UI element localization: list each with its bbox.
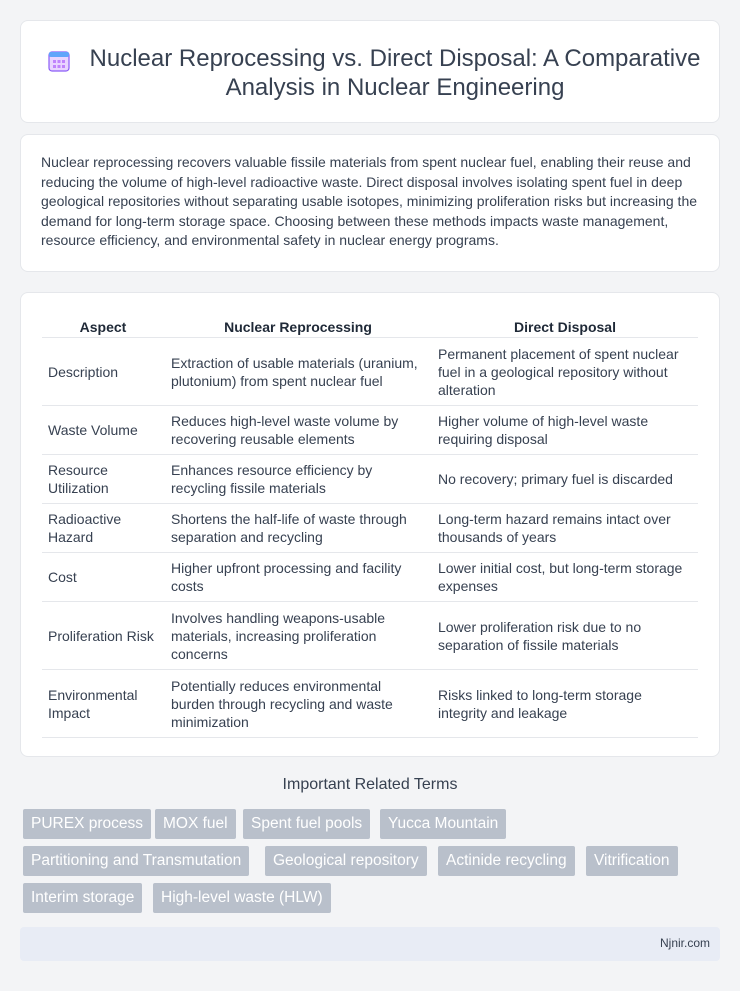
table-row bbox=[42, 406, 698, 455]
tag-interim-storage[interactable]: Interim storage bbox=[23, 883, 142, 913]
tag-actinide-recycling[interactable]: Actinide recycling bbox=[438, 846, 575, 876]
tag-purex-process[interactable]: PUREX process bbox=[23, 809, 151, 839]
cell-reprocessing: Extraction of usable materials (uranium, plutonium) from spent nuclear fuel bbox=[165, 338, 432, 406]
footer-site[interactable]: Njnir.com bbox=[659, 936, 710, 950]
related-terms-title: Important Related Terms bbox=[282, 776, 458, 793]
cell-aspect: Resource Utilization bbox=[42, 455, 165, 504]
tag-geological-repository[interactable]: Geological repository bbox=[265, 846, 427, 876]
cell-disposal: Risks linked to long-term storage integrity and leakage bbox=[432, 670, 699, 738]
footer bbox=[20, 927, 720, 961]
cell-reprocessing: Involves handling weapons-usable materials, increasing proliferation concerns bbox=[165, 602, 432, 670]
cell-reprocessing: Shortens the half-life of waste through separation and recycling bbox=[165, 504, 432, 553]
table-row bbox=[42, 602, 698, 670]
cell-reprocessing: Higher upfront processing and facility costs bbox=[165, 553, 432, 602]
cell-disposal: Lower initial cost, but long-term storage expenses bbox=[432, 553, 699, 602]
cell-aspect: Environmental Impact bbox=[42, 670, 165, 738]
tag-partitioning-transmutation[interactable]: Partitioning and Transmutation bbox=[23, 846, 249, 876]
cell-aspect: Proliferation Risk bbox=[42, 602, 165, 670]
cell-disposal: Lower proliferation risk due to no separation of fissile materials bbox=[432, 602, 699, 670]
comparison-table-card bbox=[20, 292, 720, 757]
table-row bbox=[42, 455, 698, 504]
tag-mox-fuel[interactable]: MOX fuel bbox=[155, 809, 236, 839]
cell-disposal: Higher volume of high-level waste requiring disposal bbox=[432, 406, 699, 455]
intro-text: Nuclear reprocessing recovers valuable fissile materials from spent nuclear fuel, enabling their reuse and reducing the volume of high-level radioactive waste. Direct disposal involves isolating spent fuel in deep geological repositories without separating usable isotopes, minimizing proliferation risks but increasing the demand for long-term storage space. Choosing between these methods impacts waste management, resource efficiency, and environmental safety in nuclear energy programs. bbox=[41, 154, 698, 248]
cell-aspect: Radioactive Hazard bbox=[42, 504, 165, 553]
tag-vitrification[interactable]: Vitrification bbox=[586, 846, 678, 876]
header-card bbox=[20, 20, 720, 123]
cell-reprocessing: Potentially reduces environmental burden through recycling and waste minimization bbox=[165, 670, 432, 738]
tag-yucca-mountain[interactable]: Yucca Mountain bbox=[380, 809, 506, 839]
page-title: Nuclear Reprocessing vs. Direct Disposal: A Comparative Analysis in Nuclear Engineering bbox=[89, 45, 701, 101]
table-row bbox=[42, 504, 698, 553]
calendar-grid-icon bbox=[47, 49, 71, 73]
intro-card bbox=[20, 134, 720, 272]
tag-high-level-waste[interactable]: High-level waste (HLW) bbox=[153, 883, 331, 913]
comparison-table bbox=[42, 317, 698, 738]
cell-aspect: Waste Volume bbox=[42, 406, 165, 455]
header-reprocessing: Nuclear Reprocessing bbox=[165, 317, 432, 338]
cell-disposal: Long-term hazard remains intact over thousands of years bbox=[432, 504, 699, 553]
header-disposal: Direct Disposal bbox=[432, 317, 699, 338]
table-header-row bbox=[42, 317, 698, 338]
cell-aspect: Description bbox=[42, 338, 165, 406]
cell-aspect: Cost bbox=[42, 553, 165, 602]
cell-reprocessing: Reduces high-level waste volume by recovering reusable elements bbox=[165, 406, 432, 455]
cell-disposal: No recovery; primary fuel is discarded bbox=[432, 455, 699, 504]
cell-disposal: Permanent placement of spent nuclear fuel in a geological repository without alteration bbox=[432, 338, 699, 406]
header-aspect: Aspect bbox=[42, 317, 165, 338]
table-row bbox=[42, 553, 698, 602]
table-row bbox=[42, 338, 698, 406]
cell-reprocessing: Enhances resource efficiency by recycling fissile materials bbox=[165, 455, 432, 504]
table-row bbox=[42, 670, 698, 738]
tag-spent-fuel-pools[interactable]: Spent fuel pools bbox=[243, 809, 370, 839]
